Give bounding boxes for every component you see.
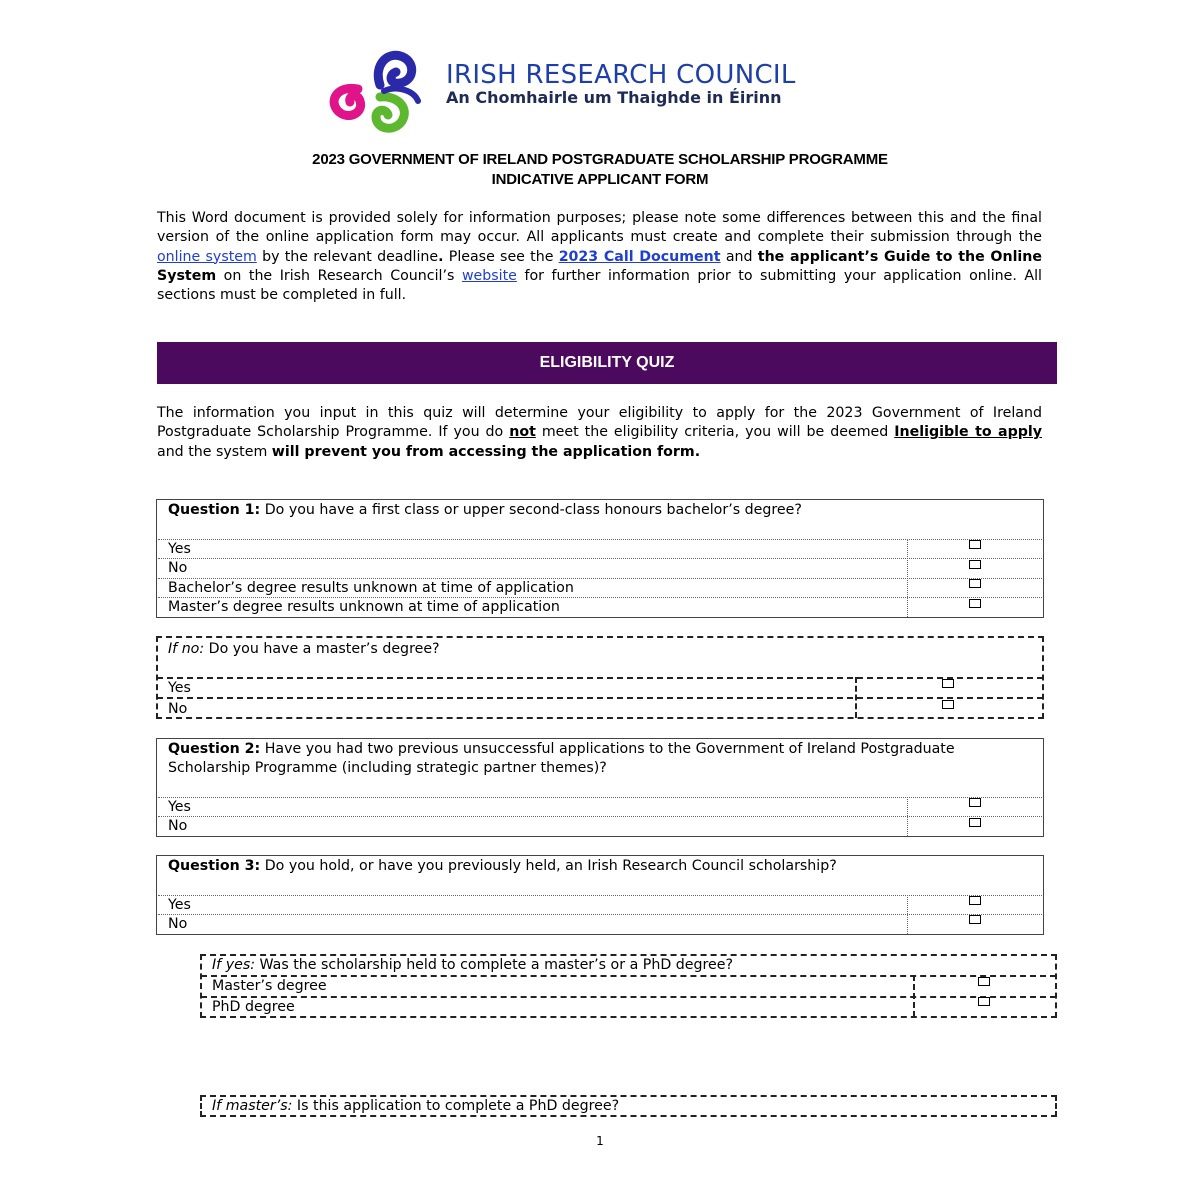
q2-option-yes: Yes (168, 799, 191, 815)
q3-no-checkbox[interactable] (969, 915, 981, 924)
website-link[interactable]: website (461, 267, 517, 284)
quiz-intro-paragraph: The information you input in this quiz will determine your eligibility to apply for the 2023 Government of Ireland Postgraduate Scholarship Programme. If you do not meet the eligibility criteria, you will be deemed Ineligible to apply and the system will prevent you from accessing the application form. (157, 405, 1043, 460)
q1-option-bachelors-unknown: Bachelor’s degree results unknown at time of application (168, 580, 574, 596)
question-1-text: Question 1: Do you have a first class or upper second-class honours bachelor’s degree? (168, 502, 802, 518)
q3-followup-phd-checkbox[interactable] (978, 997, 990, 1006)
irish-research-council-logo (318, 45, 443, 135)
question-2-text: Question 2: Have you had two previous unsuccessful applications to the Government of Ireland Postgraduate Scholarship Programme (including strategic partner themes)? (168, 741, 955, 777)
page-number: 1 (596, 1134, 604, 1148)
call-document-link[interactable]: 2023 Call Document (558, 248, 721, 265)
q1-option-yes: Yes (168, 541, 191, 557)
document-subtitle: INDICATIVE APPLICANT FORM (491, 171, 709, 188)
guide-reference: the applicant’s Guide to the Online System (157, 248, 1043, 284)
q1-followup-yes-checkbox[interactable] (942, 679, 954, 688)
q3-yes-checkbox[interactable] (969, 896, 981, 905)
intro-paragraph: This Word document is provided solely for information purposes; please note some differences between this and the final version of the online application form may occur. All applicants must create and complete their submission through the online system by the relevant deadline. Please see the 2023 Call Document and the applicant’s Guide to the Online System on the Irish Research Council’s website for further information prior to submitting your application online. All sections must be completed in full. (157, 210, 1043, 304)
org-name: IRISH RESEARCH COUNCIL (446, 60, 796, 90)
q1-bachelors-unknown-checkbox[interactable] (969, 579, 981, 588)
ineligible-text: Ineligible to apply (894, 424, 1043, 441)
q1-followup-option-yes: Yes (168, 680, 191, 696)
q1-yes-checkbox[interactable] (969, 540, 981, 549)
eligibility-quiz-banner: ELIGIBILITY QUIZ (157, 342, 1057, 384)
question-3-text: Question 3: Do you hold, or have you previously held, an Irish Research Council scholarship? (168, 858, 837, 874)
q3-option-no: No (168, 916, 188, 932)
q1-followup-no-checkbox[interactable] (942, 700, 954, 709)
q3-followup-text: If yes: Was the scholarship held to complete a master’s or a PhD degree? (212, 957, 734, 973)
q3-followup2-text: If master’s: Is this application to complete a PhD degree? (212, 1098, 620, 1114)
document-title: 2023 GOVERNMENT OF IRELAND POSTGRADUATE SCHOLARSHIP PROGRAMME (312, 151, 888, 168)
q1-followup-text: If no: Do you have a master’s degree? (168, 641, 440, 657)
q1-option-no: No (168, 560, 188, 576)
q1-followup-option-no: No (168, 701, 188, 717)
q1-masters-unknown-checkbox[interactable] (969, 599, 981, 608)
q3-followup-masters-checkbox[interactable] (978, 977, 990, 986)
q1-option-masters-unknown: Master’s degree results unknown at time of application (168, 599, 560, 615)
online-system-link[interactable]: online system (157, 248, 257, 265)
q3-option-yes: Yes (168, 897, 191, 913)
q2-no-checkbox[interactable] (969, 818, 981, 827)
q2-option-no: No (168, 818, 188, 834)
q3-followup-option-masters: Master’s degree (212, 978, 327, 994)
org-name-irish: An Chomhairle um Thaighde in Éirinn (446, 88, 782, 107)
q3-followup-option-phd: PhD degree (212, 999, 295, 1015)
q2-yes-checkbox[interactable] (969, 798, 981, 807)
q1-no-checkbox[interactable] (969, 560, 981, 569)
